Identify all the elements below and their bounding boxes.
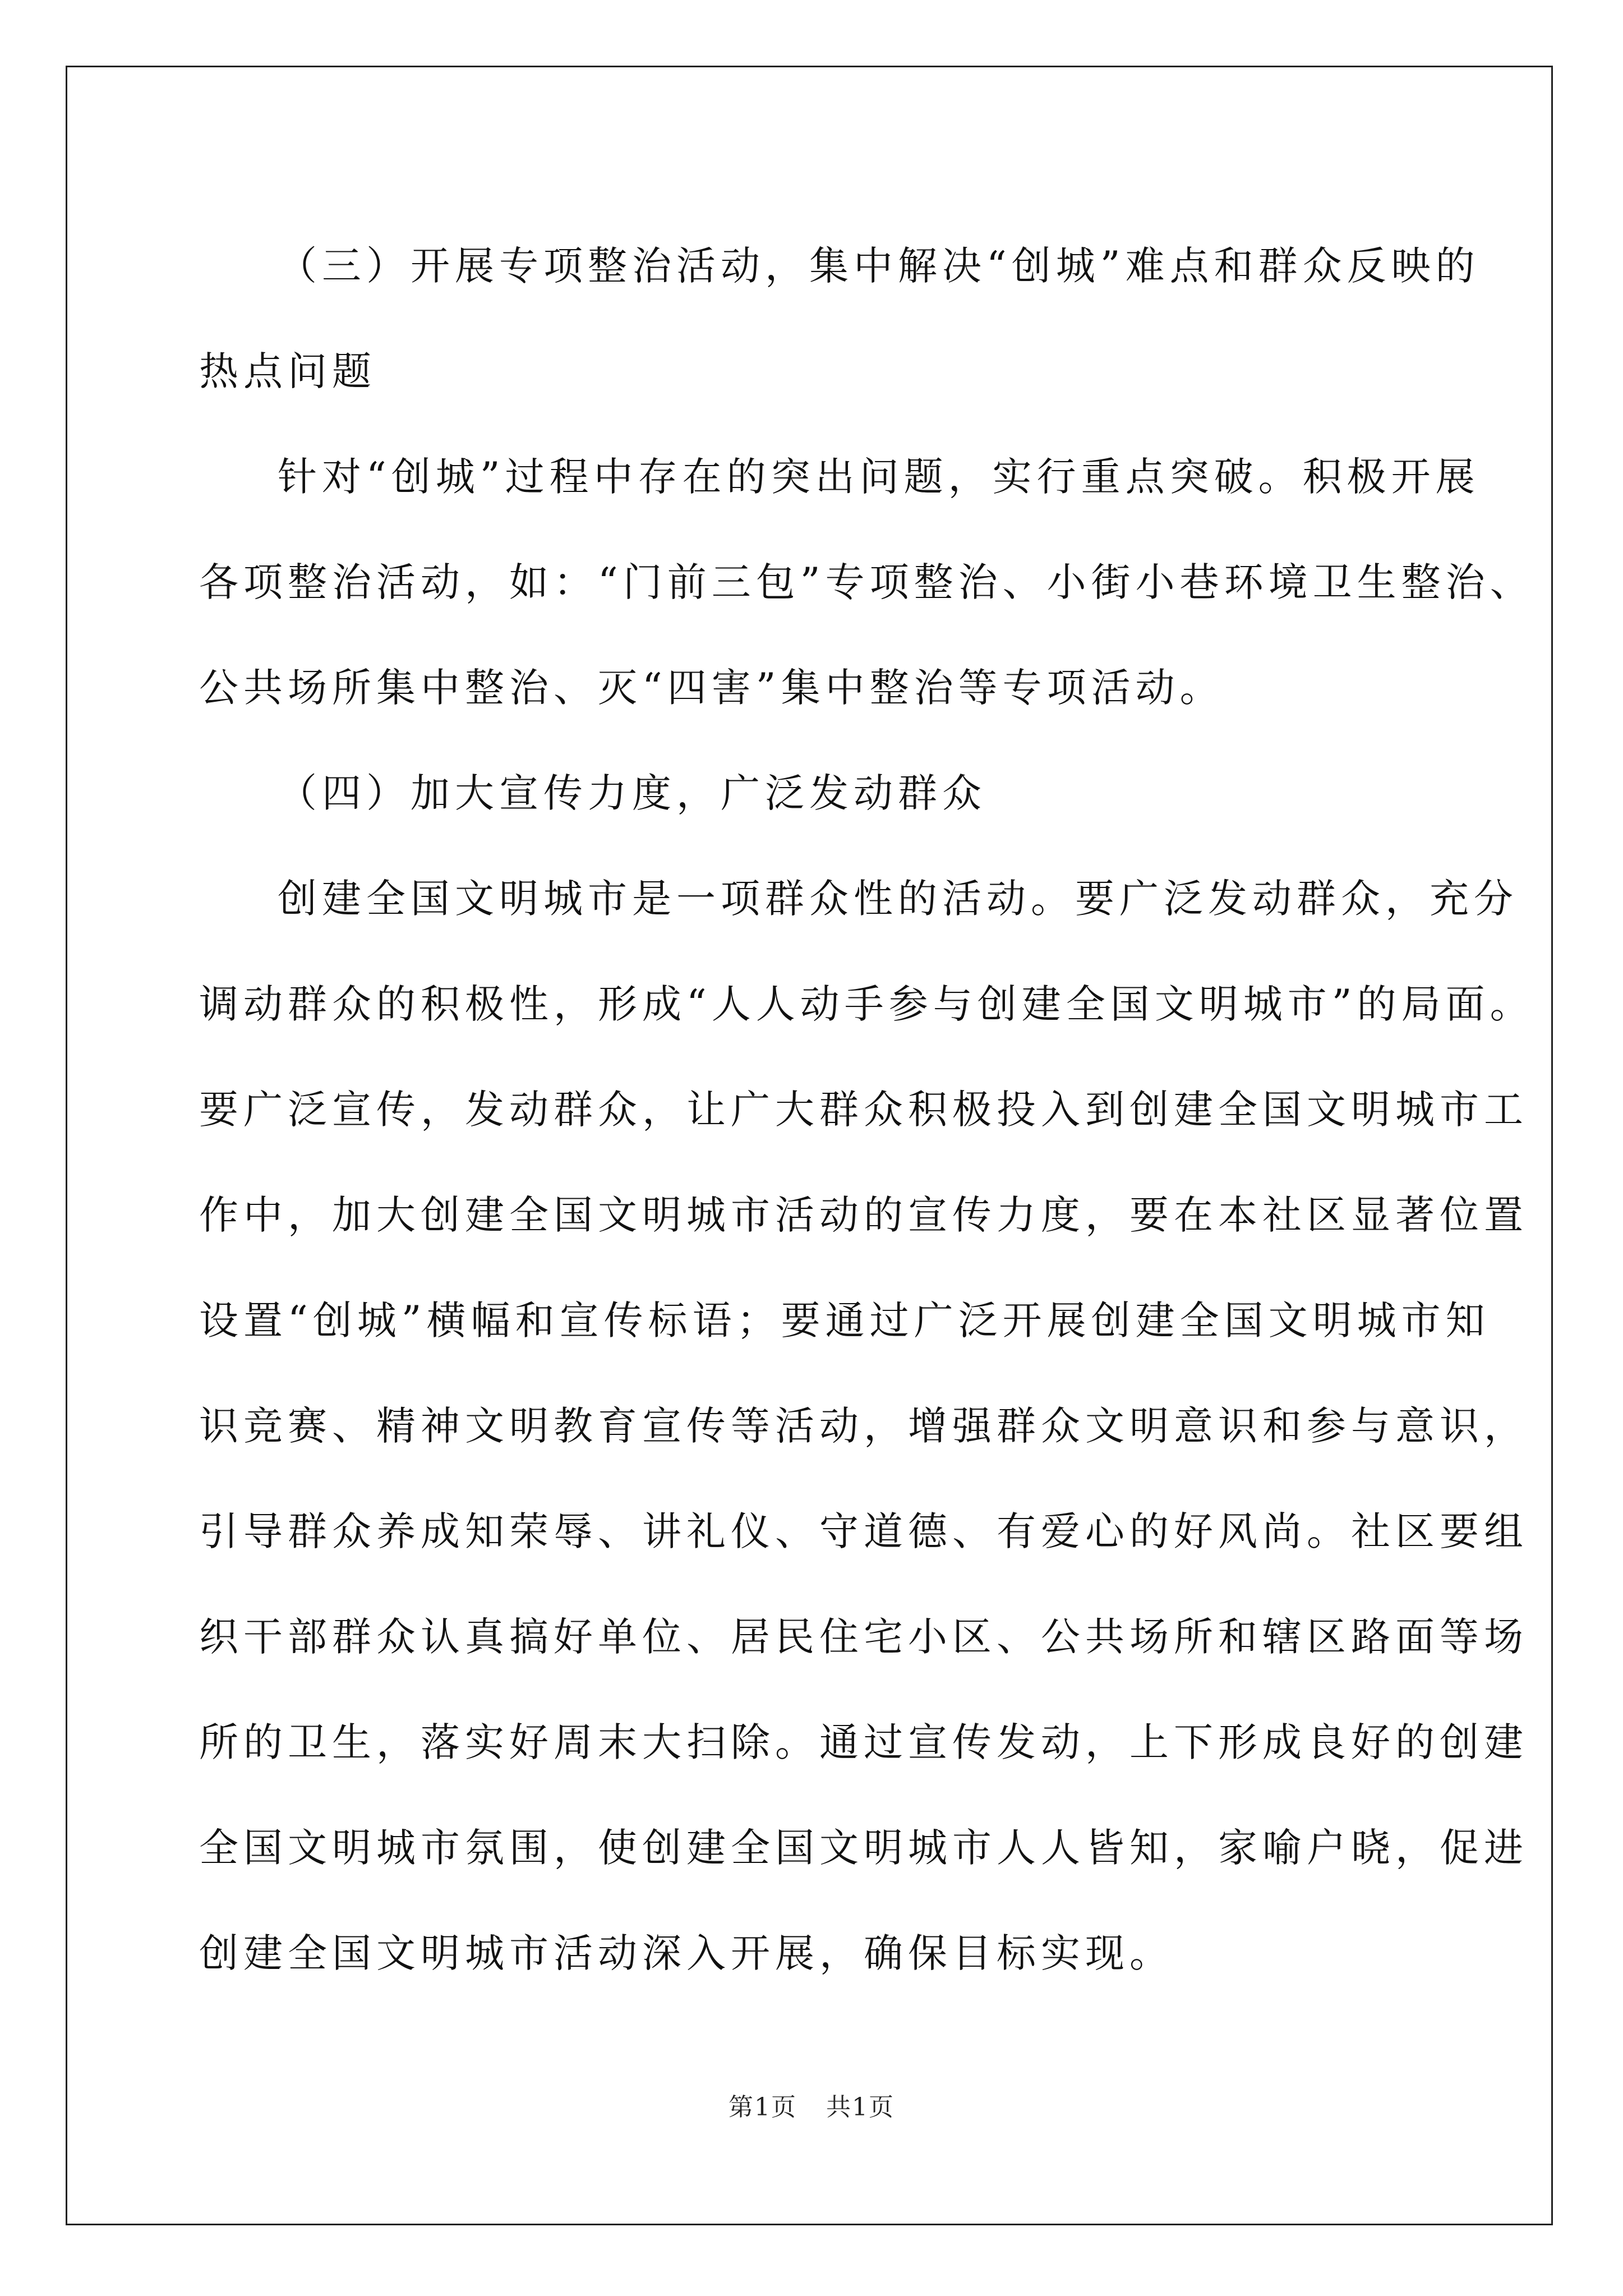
section-heading-3-line-1: （三）开展专项整治活动，集中解决“创城”难点和群众反映的 [278, 243, 1480, 289]
section-heading-4: （四）加大宣传力度，广泛发动群众 [278, 770, 986, 816]
section-heading-3-line-2: 热点问题 [199, 348, 376, 394]
paragraph-line: 识竞赛、精神文明教育宣传等活动，增强群众文明意识和参与意识， [199, 1403, 1528, 1449]
page-footer [0, 2087, 1623, 2123]
paragraph-line: 创建全国文明城市是一项群众性的活动。要广泛发动群众，充分 [278, 876, 1518, 922]
paragraph-line: 调动群众的积极性，形成“人人动手参与创建全国文明城市”的局面。 [199, 981, 1534, 1027]
paragraph-line: 全国文明城市氛围，使创建全国文明城市人人皆知，家喻户晓，促进 [199, 1825, 1528, 1871]
paragraph-line: 各项整治活动，如：“门前三包”专项整治、小街小巷环境卫生整治、 [199, 559, 1534, 605]
paragraph-line: 织干部群众认真搞好单位、居民住宅小区、公共场所和辖区路面等场 [199, 1614, 1528, 1660]
paragraph-line: 所的卫生，落实好周末大扫除。通过宣传发动，上下形成良好的创建 [199, 1719, 1528, 1765]
paragraph-line: 公共场所集中整治、灭“四害”集中整治等专项活动。 [199, 665, 1224, 711]
document-body [199, 213, 1534, 2006]
paragraph-line: 作中，加大创建全国文明城市活动的宣传力度，要在本社区显著位置 [199, 1192, 1528, 1238]
paragraph-line: 设置“创城”横幅和宣传标语；要通过广泛开展创建全国文明城市知 [199, 1297, 1490, 1343]
page-number-current: 第1页 [728, 2093, 797, 2122]
paragraph-line: 针对“创城”过程中存在的突出问题，实行重点突破。积极开展 [278, 454, 1480, 500]
paragraph-line: 引导群众养成知荣辱、讲礼仪、守道德、有爱心的好风尚。社区要组 [199, 1508, 1528, 1554]
paragraph-line: 要广泛宣传，发动群众，让广大群众积极投入到创建全国文明城市工 [199, 1087, 1528, 1133]
paragraph-line: 创建全国文明城市活动深入开展，确保目标实现。 [199, 1930, 1174, 1976]
page-number-total: 共1页 [826, 2093, 895, 2122]
